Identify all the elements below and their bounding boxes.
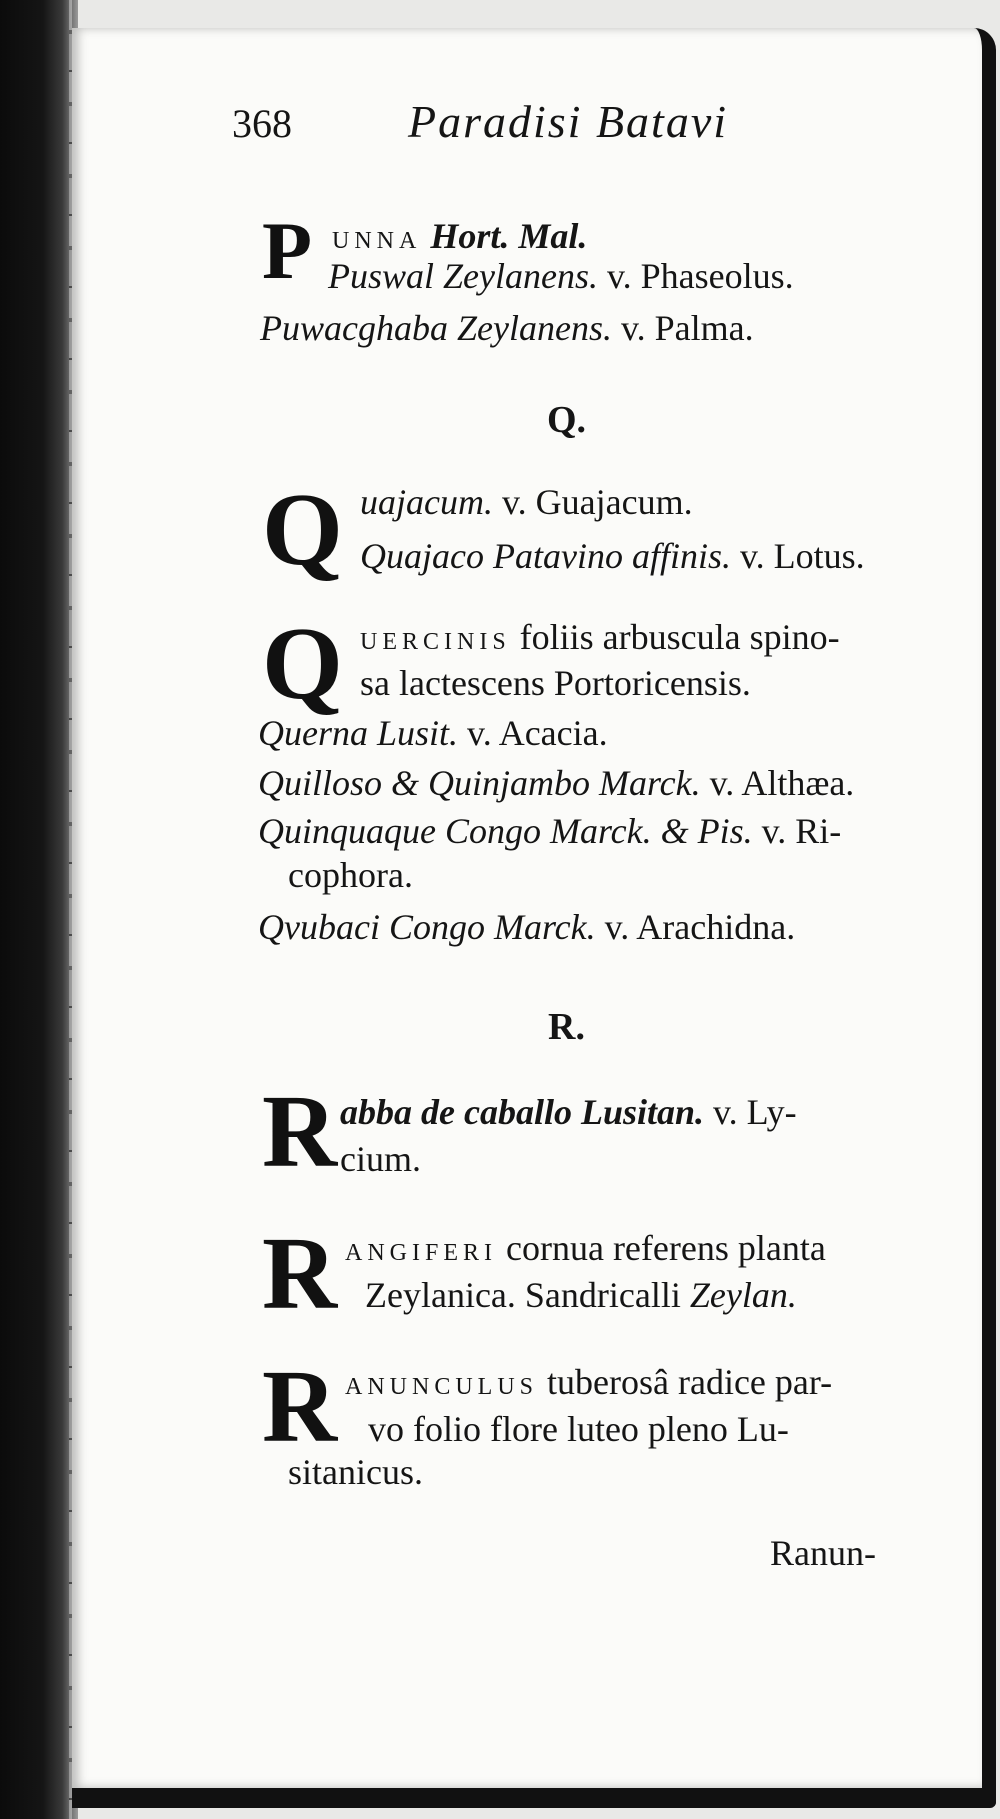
entry-punna-head: UNNA xyxy=(332,228,422,254)
drop-cap-q-quercinis: Q xyxy=(262,606,343,721)
entry-rangiferi-line2 xyxy=(365,1275,797,1315)
entry-quilloso-ref: v. Althæa. xyxy=(709,763,855,803)
entry-qvubaci xyxy=(258,907,795,947)
entry-ranunculus-text1: tuberosâ radice par- xyxy=(547,1362,833,1402)
entry-querna-ref: v. Acacia. xyxy=(467,713,608,753)
entry-quinquaque-cont: cophora. xyxy=(288,855,413,895)
drop-cap-r-ranunculus: R xyxy=(262,1349,338,1464)
entry-rabba xyxy=(340,1092,797,1132)
book-binding xyxy=(0,0,78,1819)
entry-quajacum-name: uajacum. xyxy=(360,482,493,522)
entry-quajacum-ref: v. Guajacum. xyxy=(501,482,693,522)
entry-punna xyxy=(332,216,587,261)
entry-rabba-cont: cium. xyxy=(340,1139,421,1179)
entry-rangiferi-text1: cornua referens planta xyxy=(506,1228,826,1268)
entry-querna xyxy=(258,713,608,753)
entry-quilloso xyxy=(258,763,854,803)
entry-quinquaque xyxy=(258,811,841,851)
page-number: 368 xyxy=(232,101,292,146)
entry-puswal-name: Puswal Zeylanens. xyxy=(328,256,598,296)
entry-quinquaque-ref: v. Ri- xyxy=(761,811,842,851)
entry-quajaco xyxy=(360,536,865,576)
entry-rangiferi-text2: Zeylanica. Sandricalli xyxy=(365,1275,681,1315)
entry-quajaco-ref: v. Lotus. xyxy=(739,536,865,576)
entry-rangiferi-zeylan: Zeylan. xyxy=(689,1275,797,1315)
entry-quercinis-line2: sa lactescens Portoricensis. xyxy=(360,663,751,703)
entry-puwacghaba-ref: v. Palma. xyxy=(620,308,754,348)
entry-puswal-ref: v. Phaseolus. xyxy=(606,256,794,296)
drop-cap-r-rangiferi: R xyxy=(262,1216,338,1331)
entry-ranunculus-line3: sitanicus. xyxy=(288,1452,423,1492)
entry-quercinis-text1: foliis arbuscula spino- xyxy=(519,617,840,657)
section-heading-q: Q. xyxy=(547,399,587,441)
catchword: Ranun- xyxy=(770,1533,876,1573)
entry-ranunculus-line1 xyxy=(345,1362,832,1407)
entry-rabba-ref: v. Ly- xyxy=(713,1092,797,1132)
entry-quajaco-name: Quajaco Patavino affinis. xyxy=(360,536,731,576)
entry-puwacghaba xyxy=(260,308,754,348)
entry-punna-source: Hort. Mal. xyxy=(430,216,588,256)
entry-rangiferi-line1 xyxy=(345,1228,826,1273)
entry-rabba-name: abba de caballo Lusitan. xyxy=(340,1092,705,1132)
entry-qvubaci-name: Qvubaci Congo Marck. xyxy=(258,907,596,947)
entry-puswal xyxy=(328,256,794,296)
entry-quinquaque-name: Quinquaque Congo Marck. & Pis. xyxy=(258,811,753,851)
entry-ranunculus-head: ANUNCULUS xyxy=(345,1374,539,1400)
entry-quercinis-line1 xyxy=(360,617,840,662)
drop-cap-r-rabba: R xyxy=(262,1074,338,1189)
entry-querna-name: Querna Lusit. xyxy=(258,713,459,753)
entry-quercinis-head: UERCINIS xyxy=(360,629,511,655)
running-title: Paradisi Batavi xyxy=(408,96,729,147)
section-heading-r: R. xyxy=(548,1006,585,1048)
entry-puwacghaba-name: Puwacghaba Zeylanens. xyxy=(260,308,612,348)
entry-qvubaci-ref: v. Arachidna. xyxy=(604,907,796,947)
entry-quilloso-name: Quilloso & Quinjambo Marck. xyxy=(258,763,701,803)
entry-ranunculus-line2: vo folio flore luteo pleno Lu- xyxy=(368,1409,789,1449)
drop-cap-p: P xyxy=(262,205,313,296)
entry-quajacum xyxy=(360,482,693,522)
entry-rangiferi-head: ANGIFERI xyxy=(345,1240,497,1266)
drop-cap-q-quajacum: Q xyxy=(262,472,343,587)
